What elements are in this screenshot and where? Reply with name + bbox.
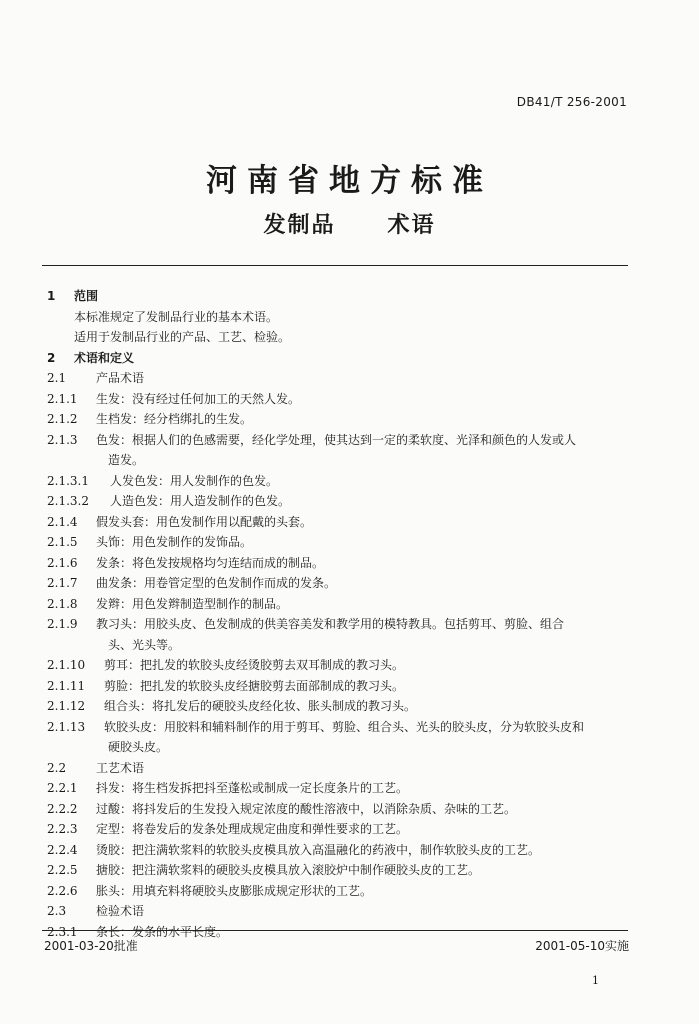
text-line <box>0 758 699 779</box>
text-line <box>0 327 699 348</box>
clause-text: 烫胶：把注满软浆料的软胶头皮模具放入高温融化的药液中，制作软胶头皮的工艺。 <box>96 842 541 857</box>
text-line <box>0 799 699 820</box>
clause-number: 2.1.3 <box>47 432 78 447</box>
clause-number: 2.1.10 <box>47 658 86 672</box>
text-line <box>0 778 699 799</box>
clause-number: 2.2.6 <box>47 883 78 898</box>
text-line <box>0 860 699 881</box>
clause-text: 头、光头等。 <box>108 637 181 652</box>
clause-number: 2.2.2 <box>47 801 78 816</box>
clause-number: 2.2 <box>47 760 67 775</box>
clause-text: 假发头套：用色发制作用以配戴的头套。 <box>96 514 313 529</box>
text-line <box>0 430 699 451</box>
text-line <box>0 368 699 389</box>
clause-text: 人发色发：用人发制作的色发。 <box>110 473 279 488</box>
implementation-date: 2001-05-10实施 <box>535 939 629 953</box>
text-line <box>0 840 699 861</box>
clause-number: 2.1.4 <box>47 514 78 529</box>
clause-number: 2 <box>47 350 56 365</box>
clause-text: 人造色发：用人造发制作的色发。 <box>110 494 291 508</box>
clause-text: 产品术语 <box>96 371 145 385</box>
text-line <box>0 635 699 656</box>
clause-number: 2.1.2 <box>47 412 78 426</box>
top-divider <box>42 265 628 266</box>
clause-text: 适用于发制品行业的产品、工艺、检验。 <box>74 330 291 344</box>
clause-number: 2.1.3.1 <box>47 473 89 488</box>
clause-number: 2.3 <box>47 904 67 918</box>
standard-code: DB41/T 256-2001 <box>516 95 627 109</box>
text-line <box>0 655 699 676</box>
clause-text: 工艺术语 <box>96 760 145 775</box>
text-line <box>0 286 699 307</box>
document-title: 河南省地方标准 <box>206 163 493 199</box>
clause-number: 2.1.3.2 <box>47 494 89 508</box>
clause-text: 生档发：经分档绑扎的生发。 <box>96 412 253 426</box>
clause-text: 定型：将卷发后的发条处理成规定曲度和弹性要求的工艺。 <box>96 822 409 836</box>
clause-text: 组合头：将扎发后的硬胶头皮经化妆、胀头制成的教习头。 <box>104 699 417 713</box>
text-line <box>0 573 699 594</box>
clause-number: 2.1 <box>47 371 67 385</box>
clause-number: 2.1.12 <box>47 699 86 713</box>
clause-text: 范围 <box>74 289 99 303</box>
clause-number: 2.1.5 <box>47 535 78 549</box>
text-line <box>0 737 699 758</box>
document-body <box>0 286 699 942</box>
text-line <box>0 307 699 328</box>
clause-number: 2.1.8 <box>47 596 78 611</box>
bottom-divider <box>42 930 628 931</box>
text-line <box>0 594 699 615</box>
clause-number: 2.3.1 <box>47 924 78 939</box>
clause-text: 抖发：将生档发拆把抖至蓬松或制成一定长度条片的工艺。 <box>96 781 409 795</box>
clause-number: 1 <box>47 289 56 303</box>
text-line <box>0 450 699 471</box>
clause-number: 2.1.6 <box>47 555 78 570</box>
clause-text: 胀头：用填充料将硬胶头皮膨胀成规定形状的工艺。 <box>96 883 373 898</box>
clause-number: 2.1.11 <box>47 678 86 693</box>
clause-number: 2.2.1 <box>47 781 78 795</box>
clause-text: 条长：发条的水平长度。 <box>96 924 229 939</box>
clause-number: 2.1.9 <box>47 617 78 631</box>
text-line <box>0 676 699 697</box>
clause-text: 术语和定义 <box>74 350 135 365</box>
clause-text: 发辫：用色发辫制造型制作的制品。 <box>96 596 289 611</box>
clause-number: 2.2.4 <box>47 842 78 857</box>
clause-number: 2.2.5 <box>47 863 78 877</box>
text-line <box>0 512 699 533</box>
clause-text: 曲发条：用卷管定型的色发制作而成的发条。 <box>96 576 337 590</box>
text-line <box>0 717 699 738</box>
clause-text: 检验术语 <box>96 904 145 918</box>
approval-date: 2001-03-20批准 <box>44 939 138 953</box>
text-line <box>0 901 699 922</box>
clause-text: 过酸：将抖发后的生发投入规定浓度的酸性溶液中，以消除杂质、杂味的工艺。 <box>96 801 517 816</box>
text-line <box>0 819 699 840</box>
clause-text: 教习头：用胶头皮、色发制成的供美容美发和教学用的模特教具。包括剪耳、剪脸、组合 <box>96 617 565 631</box>
text-line <box>0 696 699 717</box>
clause-text: 本标准规定了发制品行业的基本术语。 <box>74 309 279 324</box>
clause-text: 头饰：用色发制作的发饰品。 <box>96 535 253 549</box>
page-number: 1 <box>592 974 599 987</box>
text-line <box>0 553 699 574</box>
clause-text: 硬胶头皮。 <box>108 740 169 754</box>
clause-number: 2.1.1 <box>47 391 78 406</box>
subtitle-right: 术语 <box>387 213 436 238</box>
clause-text: 剪脸：把扎发的软胶头皮经搪胶剪去面部制成的教习头。 <box>104 678 405 693</box>
clause-number: 2.2.3 <box>47 822 78 836</box>
text-line <box>0 409 699 430</box>
text-line <box>0 532 699 553</box>
text-line <box>0 348 699 369</box>
text-line <box>0 471 699 492</box>
clause-number: 2.1.13 <box>47 719 86 734</box>
clause-text: 造发。 <box>108 453 145 467</box>
clause-text: 剪耳：把扎发的软胶头皮经烫胶剪去双耳制成的教习头。 <box>104 658 405 672</box>
clause-text: 发条：将色发按规格均匀连结而成的制品。 <box>96 555 325 570</box>
text-line <box>0 881 699 902</box>
subtitle-left: 发制品 <box>263 213 336 238</box>
text-line <box>0 491 699 512</box>
document-subtitle <box>0 208 699 239</box>
clause-text: 生发：没有经过任何加工的天然人发。 <box>96 391 301 406</box>
clause-text: 色发：根据人们的色感需要，经化学处理，使其达到一定的柔软度、光泽和颜色的人发或人 <box>96 432 577 447</box>
clause-number: 2.1.7 <box>47 576 78 590</box>
text-line <box>0 614 699 635</box>
text-line <box>0 389 699 410</box>
clause-text: 软胶头皮：用胶料和辅料制作的用于剪耳、剪脸、组合头、光头的胶头皮，分为软胶头皮和 <box>104 719 585 734</box>
clause-text: 搪胶：把注满软浆料的硬胶头皮模具放入滚胶炉中制作硬胶头皮的工艺。 <box>96 863 481 877</box>
